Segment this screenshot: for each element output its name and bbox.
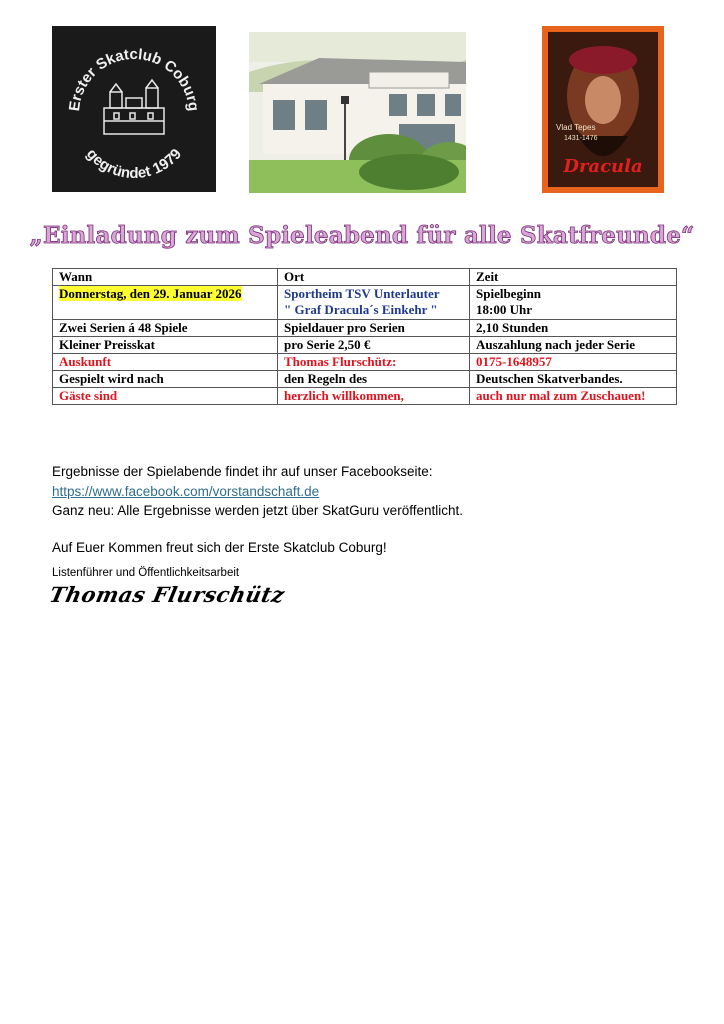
poster-years: 1431-1476 xyxy=(564,135,598,142)
signer-role: Listenführer und Öffentlichkeitsarbeit xyxy=(52,567,240,579)
table-row xyxy=(53,354,677,371)
contact-phone: 0175-1648957 xyxy=(470,354,677,371)
dracula-poster xyxy=(542,26,664,193)
svg-text:gegründet 1979 xyxy=(83,146,185,182)
table-cell: Deutschen Skatverbandes. xyxy=(470,371,677,388)
date-cell xyxy=(53,286,278,320)
contact-name: Thomas Flurschütz: xyxy=(278,354,470,371)
table-cell: Kleiner Preisskat xyxy=(53,337,278,354)
table-cell: den Regeln des xyxy=(278,371,470,388)
poster-film-title: Dracula xyxy=(563,156,643,177)
table-row xyxy=(53,286,677,320)
place-cell xyxy=(278,286,470,320)
table-cell: Gäste sind xyxy=(53,388,278,405)
header-wann: Wann xyxy=(53,269,278,286)
table-cell: pro Serie 2,50 € xyxy=(278,337,470,354)
header-zeit: Zeit xyxy=(470,269,677,286)
results-intro: Ergebnisse der Spielabende findet ihr auf unser Facebookseite: xyxy=(52,464,433,479)
table-cell: Zwei Serien á 48 Spiele xyxy=(53,320,278,337)
signature: Thomas Flurschütz xyxy=(47,582,288,607)
header-ort: Ort xyxy=(278,269,470,286)
facebook-link[interactable]: https://www.facebook.com/vorstandschaft.de xyxy=(52,483,320,499)
sportheim-image xyxy=(249,32,466,193)
table-cell: Auskunft xyxy=(53,354,278,371)
table-cell: Spieldauer pro Serien xyxy=(278,320,470,337)
table-row xyxy=(53,337,677,354)
time-cell xyxy=(470,286,677,320)
time-line1: Spielbeginn xyxy=(476,286,542,301)
table-cell: auch nur mal zum Zuschauen! xyxy=(470,388,677,405)
table-row xyxy=(53,320,677,337)
svg-text:Erster Skatclub Coburg xyxy=(66,46,202,112)
table-header-row xyxy=(53,269,677,286)
time-line2: 18:00 Uhr xyxy=(476,302,532,317)
page-title: „Einladung zum Spieleabend für alle Skatfreunde“ xyxy=(29,222,695,249)
table-cell: Auszahlung nach jeder Serie xyxy=(470,337,677,354)
place-line1: Sportheim TSV Unterlauter xyxy=(284,286,440,301)
table-row xyxy=(53,388,677,405)
table-cell: Gespielt wird nach xyxy=(53,371,278,388)
event-date: Donnerstag, den 29. Januar 2026 xyxy=(59,286,242,301)
place-line2: " Graf Dracula´s Einkehr " xyxy=(284,302,438,317)
logo-text-bottom: gegründet 1979 xyxy=(82,145,186,183)
table-row xyxy=(53,371,677,388)
table-cell: herzlich willkommen, xyxy=(278,388,470,405)
table-cell: 2,10 Stunden xyxy=(470,320,677,337)
logo-text-top: Erster Skatclub Coburg xyxy=(65,45,203,113)
results-section xyxy=(52,462,692,521)
closing-text: Auf Euer Kommen freut sich der Erste Skatclub Coburg! xyxy=(52,540,387,555)
club-logo xyxy=(52,26,216,192)
skatguru-note: Ganz neu: Alle Ergebnisse werden jetzt über SkatGuru veröffentlicht. xyxy=(52,503,463,518)
poster-name: Vlad Tepes xyxy=(556,123,596,132)
event-table xyxy=(52,268,677,405)
